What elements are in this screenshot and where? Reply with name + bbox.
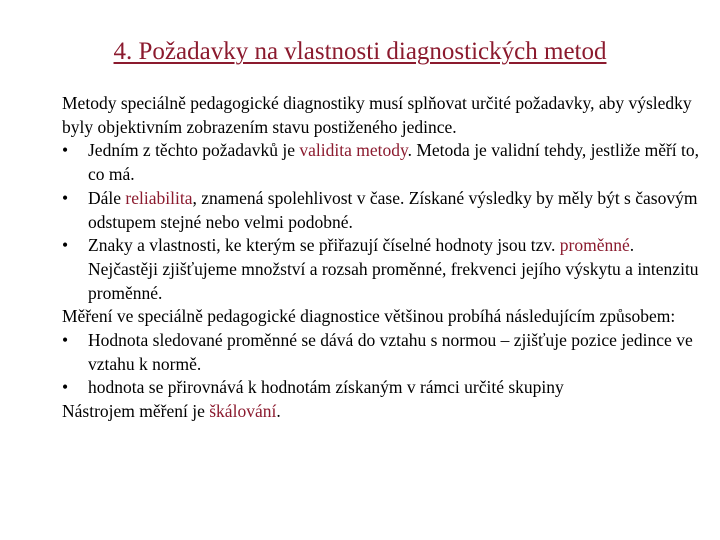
term-reliability: reliabilita xyxy=(125,187,193,208)
intro-paragraph: Metody speciálně pedagogické diagnostiky musí splňovat určité požadavky, aby výsledky byly objektivním zobrazením stavu postiženého jedince. xyxy=(62,93,692,137)
closing-paragraph: Nástrojem měření je škálování. xyxy=(62,401,281,422)
bullet-group: • hodnota se přirovnává k hodnotám získaným v rámci určité skupiny xyxy=(62,376,702,400)
bullet-dot: • xyxy=(62,235,69,256)
slide-body xyxy=(62,92,702,424)
slide-title: 4. Požadavky na vlastnosti diagnostických metod xyxy=(113,38,607,65)
bullet-reliability: • Dále reliabilita, znamená spolehlivost v čase. Získané výsledky by měly být s časovým odstupem stejné nebo velmi podobné. xyxy=(62,187,698,232)
bullet-dot: • xyxy=(62,377,69,398)
bullet-dot: • xyxy=(62,330,69,351)
term-validity: validita metody xyxy=(299,140,408,161)
measurement-paragraph: Měření ve speciálně pedagogické diagnostice většinou probíhá následujícím způsobem: xyxy=(62,306,676,327)
bullet-validity: • Jedním z těchto požadavků je validita metody. Metoda je validní tehdy, jestliže měří to, co má. xyxy=(62,140,700,185)
term-variables: proměnné xyxy=(559,235,630,256)
bullet-variables: • Znaky a vlastnosti, ke kterým se přiřazují číselné hodnoty jsou tzv. proměnné. Nejčastěji zjišťujeme množství a rozsah proměnné, frekvenci jejího výskytu a intenzitu proměnné. xyxy=(62,235,699,303)
term-scaling: škálování xyxy=(209,401,277,422)
bullet-dot: • xyxy=(62,187,69,208)
bullet-dot: • xyxy=(62,140,69,161)
bullet-norm: • Hodnota sledované proměnné se dává do vztahu s normou – zjišťuje pozice jedince ve vztahu k normě. xyxy=(62,330,693,374)
